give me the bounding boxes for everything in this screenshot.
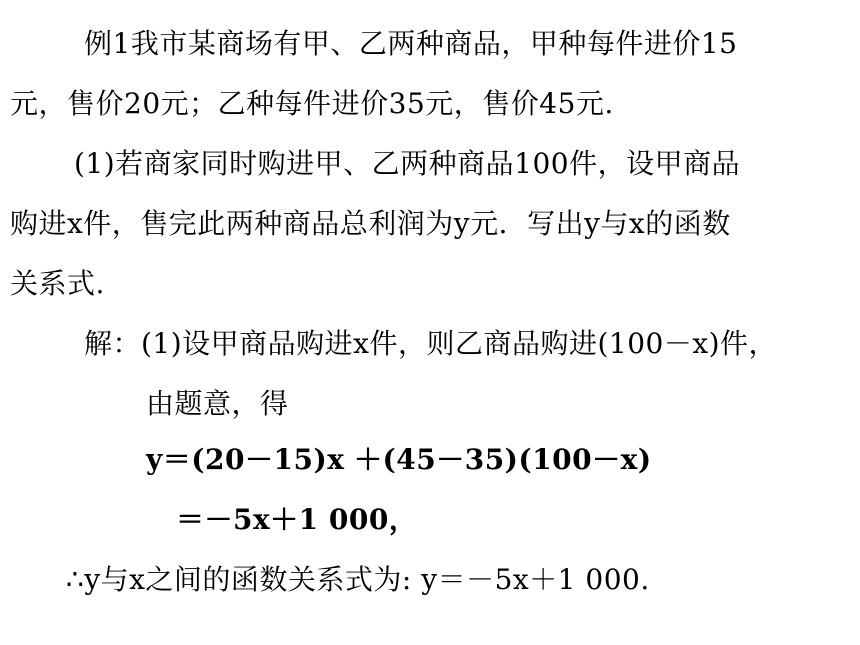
equation-1-part-1: y＝(20－15)x xyxy=(146,443,345,476)
problem-line-2: 元，售价20元；乙种每件进价35元，售价45元. xyxy=(10,87,614,120)
problem-line-1: 例1我市某商场有甲、乙两种商品，甲种每件进价15 xyxy=(84,27,738,60)
conclusion-line: ∴y与x之间的函数关系式为: y＝－5x＋1 000. xyxy=(66,563,650,596)
question-1-line-3: 关系式. xyxy=(10,267,105,300)
solution-line-1: 解：(1)设甲商品购进x件，则乙商品购进(100－x)件， xyxy=(84,327,778,360)
equation-1-part-2: ＋(45－35)(100－x) xyxy=(354,443,652,476)
question-1-line-1: (1)若商家同时购进甲、乙两种商品100件，设甲商品 xyxy=(74,147,741,180)
equation-2: ＝－5x＋1 000， xyxy=(176,503,418,536)
question-1-line-2: 购进x件，售完此两种商品总利润为y元．写出y与x的函数 xyxy=(10,207,731,240)
solution-line-2: 由题意，得 xyxy=(146,387,289,420)
